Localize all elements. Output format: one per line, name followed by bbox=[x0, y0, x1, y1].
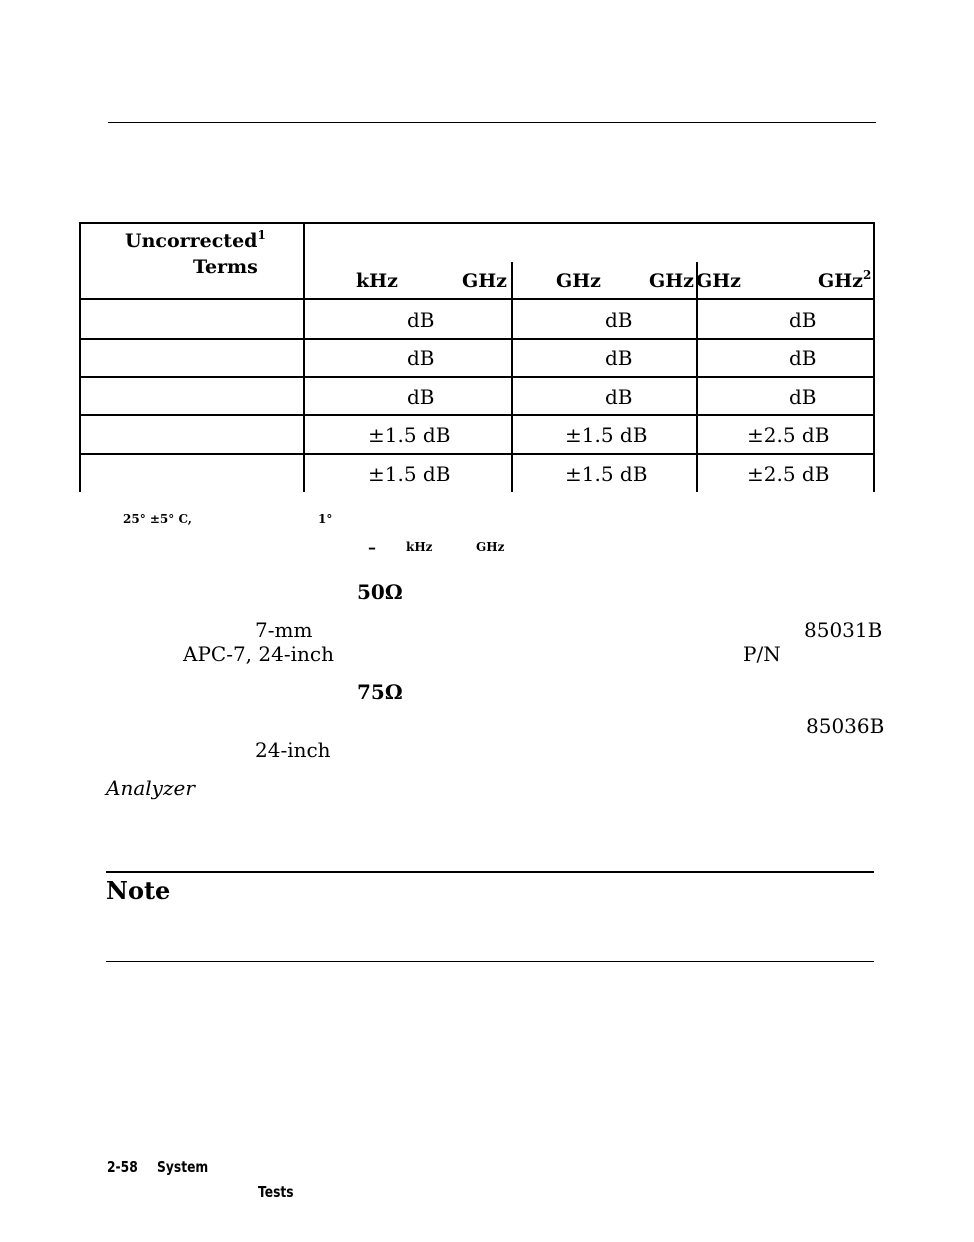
table-cell: ±2.5 dB bbox=[747, 423, 830, 447]
freq-col-3-end: GHz$^2$ bbox=[818, 268, 872, 292]
cable-24inch: 24-inch bbox=[255, 738, 331, 762]
top-rule bbox=[108, 122, 876, 123]
footer-section: System bbox=[157, 1158, 209, 1176]
table-cell: dB bbox=[605, 385, 633, 409]
footnote-2-ghz: GHz bbox=[476, 540, 505, 554]
footnote-1-deg: 1° bbox=[318, 512, 333, 526]
table-cell: ±1.5 dB bbox=[565, 423, 648, 447]
table-right-border bbox=[873, 222, 875, 492]
table-cell: ±2.5 dB bbox=[747, 462, 830, 486]
table-col-divider-1 bbox=[303, 222, 305, 492]
header-uncorrected: Uncorrected$^1$ bbox=[125, 228, 266, 252]
footer-subsection: Tests bbox=[258, 1183, 294, 1201]
apc7-cable: APC-7, 24-inch bbox=[183, 642, 334, 666]
ohm-50-label: 50Ω bbox=[357, 580, 403, 604]
model-85031b: 85031B bbox=[804, 618, 883, 642]
analyzer-italic: Analyzer bbox=[106, 776, 195, 800]
uncorrected-terms-table bbox=[79, 222, 875, 492]
header-terms: Terms bbox=[193, 256, 258, 278]
footnote-2-dash: – bbox=[368, 538, 376, 557]
table-row-rule bbox=[79, 414, 875, 416]
table-cell: dB bbox=[605, 346, 633, 370]
table-left-border bbox=[79, 222, 81, 492]
footnote-1-temp: 25° ±5° C, bbox=[123, 512, 192, 526]
footer-page-number: 2-58 bbox=[107, 1158, 138, 1176]
freq-col-3-start: GHz bbox=[696, 270, 741, 292]
connector-7mm: 7-mm bbox=[255, 618, 313, 642]
freq-col-1-start: kHz bbox=[356, 270, 398, 292]
note-bottom-rule bbox=[106, 961, 874, 962]
table-header-rule bbox=[79, 298, 875, 300]
note-label: Note bbox=[106, 876, 171, 905]
table-row-rule bbox=[79, 338, 875, 340]
table-cell: ±1.5 dB bbox=[565, 462, 648, 486]
table-cell: ±1.5 dB bbox=[368, 423, 451, 447]
table-cell: dB bbox=[789, 346, 817, 370]
table-row-rule bbox=[79, 376, 875, 378]
table-cell: ±1.5 dB bbox=[368, 462, 451, 486]
table-cell: dB bbox=[407, 308, 435, 332]
table-cell: dB bbox=[605, 308, 633, 332]
table-cell: dB bbox=[407, 385, 435, 409]
freq-col-2-start: GHz bbox=[556, 270, 601, 292]
table-cell: dB bbox=[789, 308, 817, 332]
note-top-rule bbox=[106, 871, 874, 873]
freq-col-2-end: GHz bbox=[649, 270, 694, 292]
table-row-rule bbox=[79, 453, 875, 455]
table-cell: dB bbox=[407, 346, 435, 370]
model-85036b: 85036B bbox=[806, 714, 885, 738]
table-top-border bbox=[79, 222, 875, 224]
table-cell: dB bbox=[789, 385, 817, 409]
footnote-2-khz: kHz bbox=[406, 540, 433, 554]
ohm-75-label: 75Ω bbox=[357, 680, 403, 704]
part-number-label: P/N bbox=[743, 642, 781, 666]
freq-col-1-end: GHz bbox=[462, 270, 507, 292]
